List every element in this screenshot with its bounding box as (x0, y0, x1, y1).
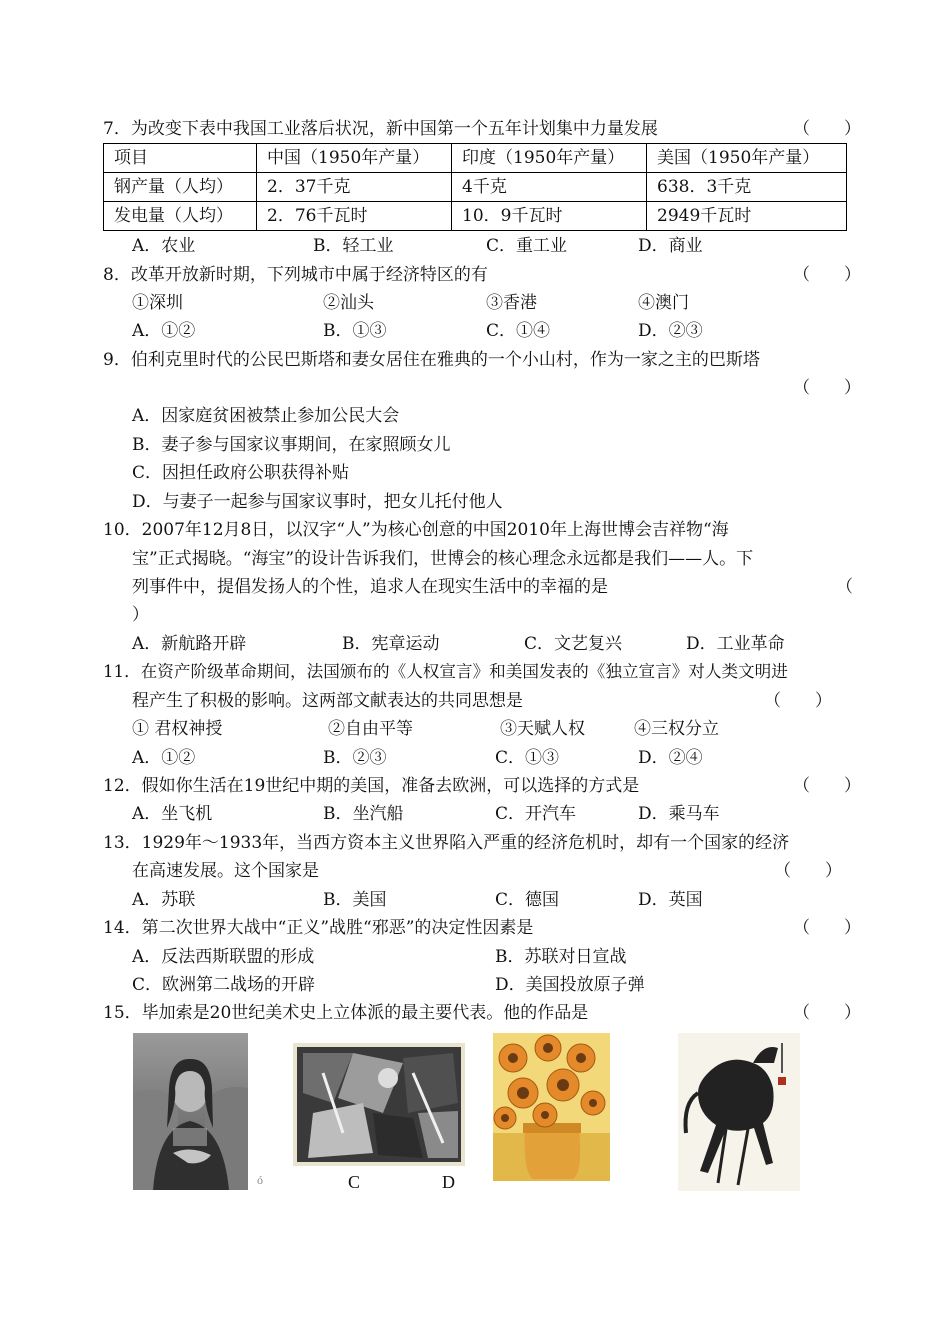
mona-lisa-painting[interactable] (133, 1033, 248, 1190)
q8-item-2: ②汕头 (323, 293, 374, 313)
q11-option-c[interactable]: C．①③ (495, 748, 560, 768)
q13-stem-line2: 在高速发展。这个国家是 (132, 861, 319, 881)
q11-option-b[interactable]: B．②③ (323, 748, 387, 768)
q15-label-d: D (442, 1172, 455, 1192)
q8-option-a[interactable]: A．①② (132, 321, 196, 341)
q13-option-b[interactable]: B．美国 (323, 890, 387, 910)
q10-stem-line1: 10．2007年12月8日，以汉字“人”为核心创意的中国2010年上海世博会吉祥物“海 (103, 520, 729, 540)
q8-stem: 8．改革开放新时期，下列城市中属于经济特区的有 (103, 265, 488, 285)
q9-option-b[interactable]: B．妻子参与国家议事期间，在家照顾女儿 (132, 435, 451, 455)
table-cell: 2．76千瓦时 (257, 202, 452, 231)
q11-item-2: ②自由平等 (328, 719, 413, 739)
q14-stem: 14．第二次世界大战中“正义”战胜“邪恶”的决定性因素是 (103, 918, 534, 938)
table-row (104, 202, 847, 231)
q12-answer-paren: （ ） (793, 776, 861, 796)
q11-item-3: ③天赋人权 (500, 719, 585, 739)
q11-stem-line1: 11．在资产阶级革命期间，法国颁布的《人权宣言》和美国发表的《独立宣言》对人类文明进 (103, 662, 788, 681)
q7-option-c[interactable]: C．重工业 (486, 236, 568, 256)
q11-option-d[interactable]: D．②④ (638, 748, 703, 768)
q13-stem-line1: 13．1929年～1933年，当西方资本主义世界陷入严重的经济危机时，却有一个国家的经济 (103, 833, 790, 853)
q15-answer-paren: （ ） (793, 1003, 861, 1023)
sunflowers-painting[interactable] (493, 1033, 610, 1181)
q7-option-a[interactable]: A．农业 (132, 236, 196, 256)
q10-paren-open: （ (836, 577, 853, 597)
q13-option-a[interactable]: A．苏联 (132, 890, 196, 910)
table-cell: 钢产量（人均） (104, 173, 257, 202)
q9-option-a[interactable]: A．因家庭贫困被禁止参加公民大会 (132, 406, 400, 426)
q14-option-c[interactable]: C．欧洲第二战场的开辟 (132, 975, 316, 995)
q10-option-b[interactable]: B．宪章运动 (342, 634, 440, 654)
q12-option-a[interactable]: A．坐飞机 (132, 804, 213, 824)
q9-option-d[interactable]: D．与妻子一起参与国家议事时，把女儿托付他人 (132, 492, 503, 512)
q13-answer-paren: （ ） (774, 861, 842, 881)
q9-answer-paren: （ ） (793, 378, 861, 398)
q12-option-d[interactable]: D．乘马车 (638, 804, 720, 824)
q11-stem-line2: 程产生了积极的影响。这两部文献表达的共同思想是 (132, 691, 523, 711)
q7-stem: 7．为改变下表中我国工业落后状况，新中国第一个五年计划集中力量发展 (103, 119, 658, 139)
table-cell: 638．3千克 (647, 173, 847, 202)
table-row (104, 173, 847, 202)
guernica-painting[interactable] (293, 1043, 465, 1166)
q8-item-3: ③香港 (486, 293, 537, 313)
q11-item-1: ① 君权神授 (132, 719, 223, 739)
q7-option-b[interactable]: B．轻工业 (313, 236, 394, 256)
table-header-cell: 美国（1950年产量） (647, 144, 847, 173)
q9-stem: 9．伯利克里时代的公民巴斯塔和妻女居住在雅典的一个小山村，作为一家之主的巴斯塔 (103, 350, 760, 370)
table-cell: 2．37千克 (257, 173, 452, 202)
table-header-cell: 中国（1950年产量） (257, 144, 452, 173)
q12-stem: 12．假如你生活在19世纪中期的美国，准备去欧洲，可以选择的方式是 (103, 776, 640, 796)
q10-stem-line3: 列事件中，提倡发扬人的个性，追求人在现实生活中的幸福的是 (132, 577, 608, 597)
q10-option-a[interactable]: A．新航路开辟 (132, 634, 247, 654)
q8-option-c[interactable]: C．①④ (486, 321, 551, 341)
q8-item-4: ④澳门 (638, 293, 689, 313)
q13-option-c[interactable]: C．德国 (495, 890, 560, 910)
q14-option-d[interactable]: D．美国投放原子弹 (495, 975, 645, 995)
q14-answer-paren: （ ） (793, 918, 861, 938)
q11-answer-paren: （ ） (764, 691, 832, 711)
q12-option-c[interactable]: C．开汽车 (495, 804, 577, 824)
galloping-horse-painting[interactable] (678, 1033, 800, 1191)
table-cell: 4千克 (452, 173, 647, 202)
q11-option-a[interactable]: A．①② (132, 748, 196, 768)
table-cell: 10．9千瓦时 (452, 202, 647, 231)
table-cell: 2949千瓦时 (647, 202, 847, 231)
q14-option-a[interactable]: A．反法西斯联盟的形成 (132, 947, 315, 967)
q10-paren-close: ） (132, 605, 149, 625)
q14-option-b[interactable]: B．苏联对日宣战 (495, 947, 627, 967)
q12-option-b[interactable]: B．坐汽船 (323, 804, 404, 824)
q7-production-table (103, 143, 847, 231)
q8-answer-paren: （ ） (793, 265, 861, 285)
q10-option-d[interactable]: D．工业革命 (686, 634, 785, 654)
q8-option-d[interactable]: D．②③ (638, 321, 703, 341)
q8-item-1: ①深圳 (132, 293, 183, 313)
q10-option-c[interactable]: C．文艺复兴 (524, 634, 623, 654)
q7-option-d[interactable]: D．商业 (638, 236, 703, 256)
q7-answer-paren: （ ） (793, 119, 861, 139)
q15-stem: 15．毕加索是20世纪美术史上立体派的最主要代表。他的作品是 (103, 1003, 589, 1023)
q8-option-b[interactable]: B．①③ (323, 321, 387, 341)
q9-option-c[interactable]: C．因担任政府公职获得补贴 (132, 463, 350, 483)
q10-stem-line2: 宝”正式揭晓。“海宝”的设计告诉我们，世博会的核心理念永远都是我们——人。下 (132, 549, 754, 569)
q15-label-fragment: ó (257, 1173, 263, 1187)
table-cell: 发电量（人均） (104, 202, 257, 231)
table-header-cell: 项目 (104, 144, 257, 173)
q13-option-d[interactable]: D．英国 (638, 890, 703, 910)
table-header-cell: 印度（1950年产量） (452, 144, 647, 173)
q11-item-4: ④三权分立 (634, 719, 719, 739)
q15-label-c: C (348, 1172, 361, 1192)
table-header-row (104, 144, 847, 173)
